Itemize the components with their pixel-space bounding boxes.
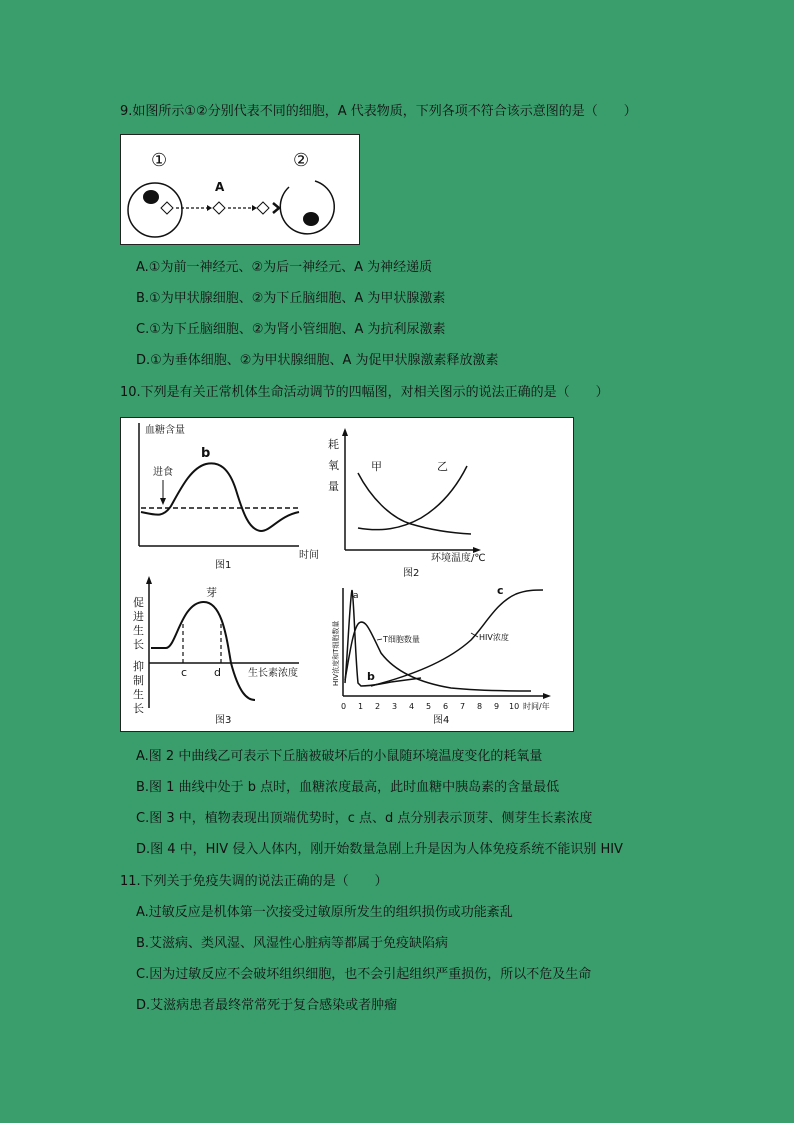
fig4-tick: 3	[392, 702, 398, 711]
fig2-xlabel: 环境温度/℃	[431, 553, 486, 564]
fig2-caption: 图2	[403, 568, 420, 579]
fig4-t-cell-pointer	[377, 639, 382, 640]
question-10-stem: 10.下列是有关正常机体生命活动调节的四幅图，对相关图示的说法正确的是（ ）	[120, 385, 609, 400]
question-9-stem: 9.如图所示①②分别代表不同的细胞，A 代表物质，下列各项不符合该示意图的是（ ）	[120, 104, 637, 119]
fig4-tick: 4	[409, 702, 415, 711]
fig3-xlabel: 生长素浓度	[248, 668, 298, 679]
fig3-curve	[151, 602, 255, 700]
fig4-tick: 7	[460, 702, 466, 711]
question-9-option-b[interactable]: B.①为甲状腺细胞、②为下丘脑细胞、A 为甲状腺激素	[136, 291, 446, 306]
fig3-d-label: d	[214, 666, 221, 679]
substance-label: A	[215, 180, 225, 194]
fig4-tick: 6	[443, 702, 449, 711]
fig4-tick: 0	[341, 702, 347, 711]
question-9-option-d[interactable]: D.①为垂体细胞、②为甲状腺细胞、A 为促甲状腺激素释放激素	[136, 353, 499, 368]
fig1-ylabel: 血糖含量	[145, 425, 185, 436]
cell-signal-diagram	[121, 135, 359, 244]
question-11-option-b[interactable]: B.艾滋病、类风湿、风湿性心脏病等都属于免疫缺陷病	[136, 936, 449, 951]
fig4-tick: 2	[375, 702, 381, 711]
question-9-option-a[interactable]: A.①为前一神经元、②为后一神经元、A 为神经递质	[136, 260, 433, 275]
substance-a-diamond	[257, 202, 269, 214]
fig4-tick: 9	[494, 702, 500, 711]
fig2-curve-b-label: 乙	[437, 460, 448, 473]
cell-2-nucleus	[303, 212, 319, 226]
fig4-label-a: a	[353, 591, 359, 601]
fig2-y-arrow	[342, 428, 348, 436]
arrow-head	[252, 205, 257, 211]
question-10-figure	[120, 417, 574, 732]
fig2-ylabel-1: 耗	[328, 438, 339, 451]
fig1-event-arrowhead	[160, 498, 166, 505]
fig3-ylabel-bottom-2: 制	[133, 674, 144, 687]
fig3-ylabel-bottom-3: 生	[133, 688, 144, 701]
fig1-caption: 图1	[215, 560, 232, 571]
fig1-point-label: b	[201, 446, 211, 461]
cell-1-nucleus	[143, 190, 159, 204]
fig4-label-b: b	[367, 670, 375, 683]
fig1-event-label: 进食	[153, 467, 173, 478]
fig2-ylabel-2: 氧	[328, 459, 339, 472]
fig4-t-cell-label: T细胞数量	[383, 635, 420, 644]
cell-2-label: ②	[293, 150, 310, 171]
substance-a-diamond	[213, 202, 225, 214]
fig4-caption: 图4	[433, 715, 450, 726]
question-11-option-c[interactable]: C.因为过敏反应不会破坏组织细胞，也不会引起组织严重损伤，所以不危及生命	[136, 967, 592, 982]
fig4-xlabel: 时间/年	[523, 702, 550, 711]
fig4-hiv	[331, 584, 551, 726]
fig2-ylabel-3: 量	[328, 480, 339, 493]
fig4-tick: 1	[358, 702, 364, 711]
question-11-option-d[interactable]: D.艾滋病患者最终常常死于复合感染或者肿瘤	[136, 998, 398, 1013]
question-10-option-b[interactable]: B.图 1 曲线中处于 b 点时，血糖浓度最高，此时血糖中胰岛素的含量最低	[136, 780, 560, 795]
cell-1-label: ①	[151, 150, 168, 171]
fig1-xlabel: 时间	[299, 550, 319, 561]
fig3-y-arrow	[146, 576, 152, 584]
question-11-stem: 11.下列关于免疫失调的说法正确的是（ ）	[120, 874, 388, 889]
fig4-tick: 8	[477, 702, 483, 711]
fig2-curve-a-label: 甲	[371, 460, 382, 473]
fig4-ylabel: HIV浓度和T细胞数量	[332, 620, 340, 686]
fig4-x-ticks	[341, 702, 519, 711]
fig3-ylabel-bottom-1: 抑	[133, 660, 144, 673]
fig3-c-label: c	[181, 666, 188, 679]
question-10-option-d[interactable]: D.图 4 中，HIV 侵入人体内，刚开始数量急剧上升是因为人体免疫系统不能识别 HIV	[136, 842, 623, 857]
question-9-option-c[interactable]: C.①为下丘脑细胞、②为肾小管细胞、A 为抗利尿激素	[136, 322, 446, 337]
fig3-ylabel-top-2: 进	[133, 610, 144, 623]
fig2-curve-a	[358, 473, 471, 534]
fig3-caption: 图3	[215, 715, 232, 726]
question-10-option-c[interactable]: C.图 3 中，植物表现出顶端优势时，c 点、d 点分别表示顶芽、侧芽生长素浓度	[136, 811, 593, 826]
question-10-option-a[interactable]: A.图 2 中曲线乙可表示下丘脑被破坏后的小鼠随环境温度变化的耗氧量	[136, 749, 543, 764]
question-9-figure	[120, 134, 360, 245]
fig3-ylabel-bottom-4: 长	[133, 702, 144, 715]
fig3-ylabel-top-3: 生	[133, 624, 144, 637]
fig3-ylabel-top-1: 促	[133, 596, 144, 609]
fig2-oxygen-consumption	[328, 428, 486, 579]
fig3-curve-label: 芽	[206, 586, 217, 599]
fig4-x-arrow	[543, 693, 551, 699]
question-11-option-a[interactable]: A.过敏反应是机体第一次接受过敏原所发生的组织损伤或功能紊乱	[136, 905, 513, 920]
substance-a-diamond	[161, 202, 173, 214]
fig4-tick: 5	[426, 702, 432, 711]
receptor-mark	[273, 203, 279, 213]
four-panel-figure	[121, 418, 573, 731]
fig3-auxin	[133, 576, 299, 726]
arrow-head	[207, 205, 212, 211]
fig4-label-c: c	[497, 584, 504, 597]
cell-2-membrane	[280, 181, 334, 234]
fig1-blood-sugar	[139, 423, 319, 571]
fig4-hiv-label: HIV浓度	[479, 633, 509, 642]
fig3-ylabel-top-4: 长	[133, 638, 144, 651]
fig4-tick: 10	[509, 702, 520, 711]
